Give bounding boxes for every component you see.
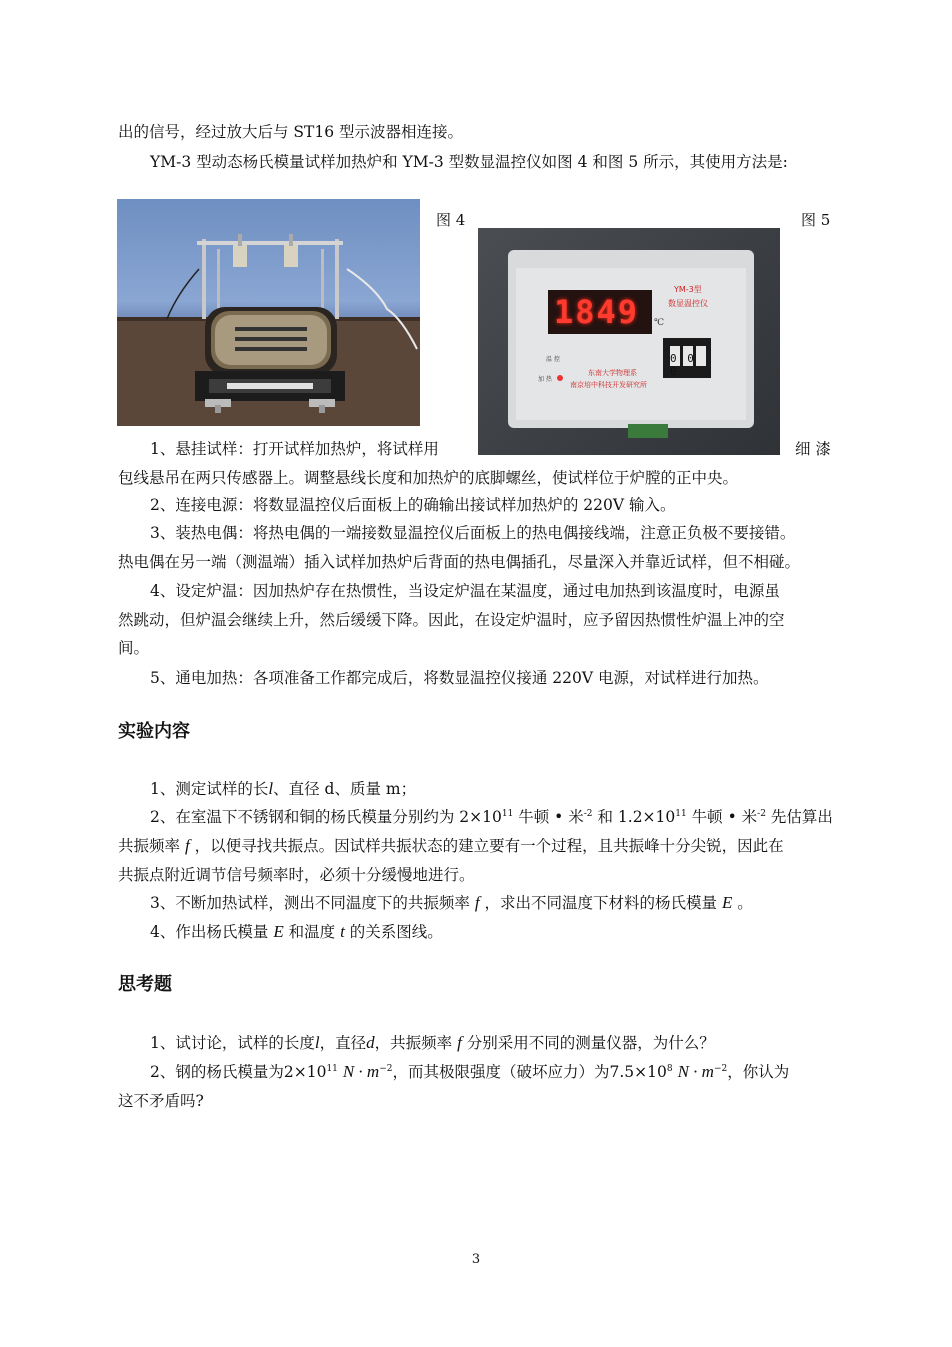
- paragraph-line: 共振点附近调节信号频率时，必须十分缓慢地进行。: [118, 866, 475, 884]
- figure-5-label: 图 5: [801, 211, 831, 229]
- paragraph-line: 1、试讨论，试样的长度l，直径d，共振频率 f 分别采用不同的测量仪器，为什么？: [150, 1033, 715, 1052]
- paragraph-line: 然跳动，但炉温会继续上升，然后缓缓下降。因此，在设定炉温时，应予留因热惯性炉温上冲的空: [118, 611, 785, 629]
- paragraph-line: 包线悬吊在两只传感器上。调整悬线长度和加热炉的底脚螺丝，使试样位于炉膛的正中央。: [118, 469, 739, 487]
- furnace-photo: [117, 199, 420, 426]
- section-heading: 实验内容: [118, 721, 190, 742]
- device-name-label: 数显温控仪: [668, 299, 708, 308]
- paragraph-line: 1、测定试样的长l、直径 d、质量 m；: [150, 779, 417, 798]
- section-heading: 思考题: [118, 974, 172, 995]
- paragraph-line: 共振频率 f ，以便寻找共振点。因试样共振状态的建立要有一个过程，且共振峰十分尖锐，因此在: [118, 836, 784, 855]
- maker-label: 东南大学物理系: [588, 369, 637, 377]
- page-number: 3: [471, 1252, 481, 1267]
- figure-4-label: 图 4: [436, 211, 466, 229]
- device-model-label: YM-3型: [674, 285, 702, 294]
- furnace-illustration: [117, 199, 420, 426]
- temperature-display: 1849: [554, 293, 640, 331]
- dial-digits: 0 0 0: [670, 352, 696, 378]
- paragraph-line: 2、钢的杨氏模量为$2\times 10^{11}$ $N \cdot m^{-2}$，而其极限强度（破坏应力）为$7.5\times 10^8$ $N \cdot m^{-2}$，你认为: [150, 1062, 790, 1081]
- paragraph-line: 1、悬挂试样：打开试样加热炉，将试样用: [150, 440, 439, 458]
- paragraph-line: 出的信号，经过放大后与 ST16 型示波器相连接。: [118, 123, 464, 141]
- paragraph-line: 2、在室温下不锈钢和铜的杨氏模量分别约为 $2\times 10^{11}$ 牛顿 • 米$^{-2}$ 和 $1.2\times 10^{11}$ 牛顿 • 米$^{-2}$ 先估算出: [150, 808, 833, 826]
- temperature-controller-photo: [478, 228, 780, 455]
- paragraph-line: 4、设定炉温：因加热炉存在热惯性，当设定炉温在某温度，通过电加热到该温度时，电源虽: [150, 582, 780, 600]
- maker-label: 南京培中科技开发研究所: [570, 381, 647, 389]
- paragraph-line: 4、作出杨氏模量 E 和温度 t 的关系图线。: [150, 922, 443, 941]
- paragraph-line: 热电偶在另一端（测温端）插入试样加热炉后背面的热电偶插孔，尽量深入并靠近试样，但不相碰。: [118, 553, 801, 571]
- paragraph-line: 5、通电加热：各项准备工作都完成后，将数显温控仪接通 220V 电源，对试样进行加热。: [150, 669, 769, 687]
- indicator-label: 温 控: [546, 356, 560, 363]
- paragraph-line: 细 漆: [795, 440, 831, 458]
- paragraph-line: 3、装热电偶：将热电偶的一端接数显温控仪后面板上的热电偶接线端，注意正负极不要接错。: [150, 524, 796, 542]
- paragraph-line: 这不矛盾吗?: [118, 1092, 204, 1110]
- paragraph-line: 3、不断加热试样，测出不同温度下的共振频率 f ，求出不同温度下材料的杨氏模量 E 。: [150, 893, 753, 912]
- paragraph-line: 2、连接电源：将数显温控仪后面板上的确输出接试样加热炉的 220V 输入。: [150, 496, 676, 514]
- indicator-label: 加 热: [538, 376, 552, 383]
- controller-body: [478, 228, 780, 455]
- display-unit: ℃: [654, 318, 665, 328]
- paragraph-line: YM-3 型动态杨氏模量试样加热炉和 YM-3 型数显温控仪如图 4 和图 5 所示，其使用方法是:: [150, 153, 788, 171]
- paragraph-line: 间。: [118, 639, 150, 657]
